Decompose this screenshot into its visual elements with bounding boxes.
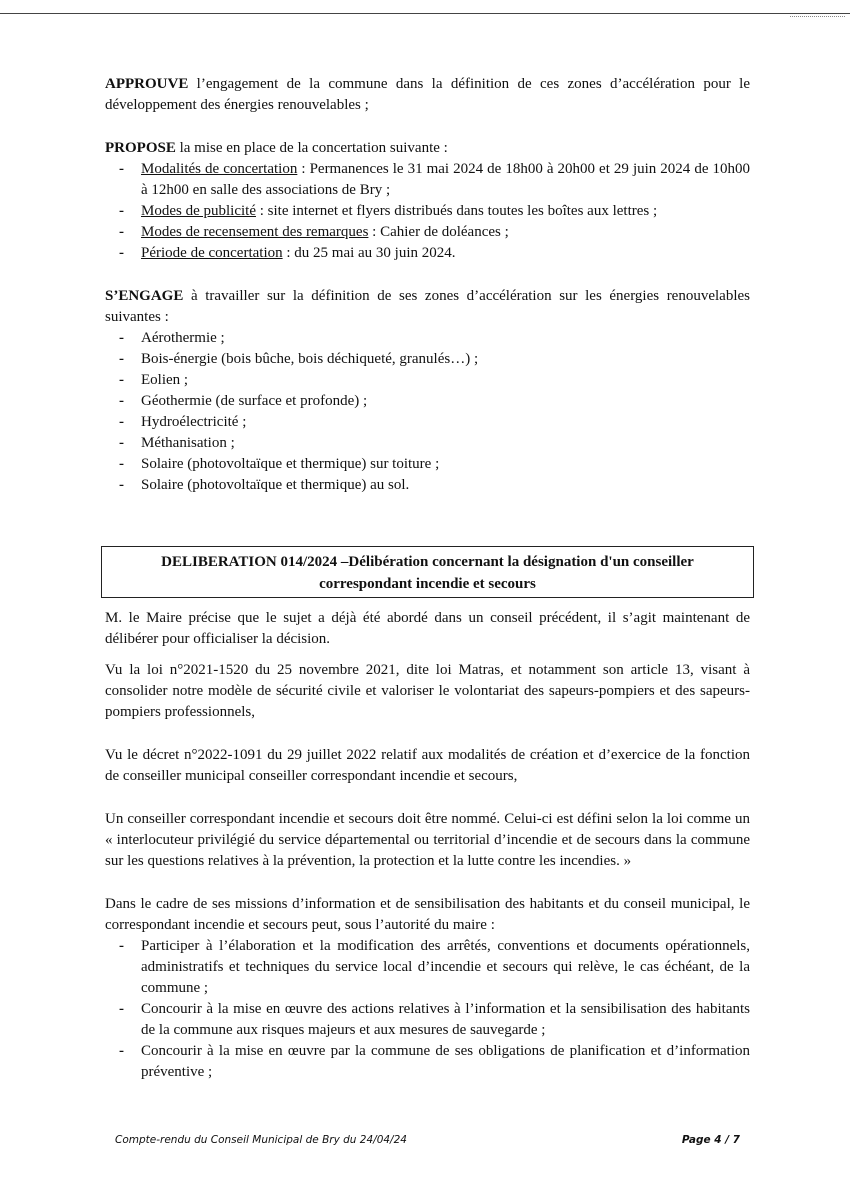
header-rule [0, 13, 850, 14]
deliberation-title-box [101, 546, 754, 598]
list-item: - Solaire (photovoltaïque et thermique) au sol. [105, 475, 750, 496]
propose-text: la mise en place de la concertation suivante : [175, 140, 448, 156]
list-item: - Hydroélectricité ; [105, 412, 750, 433]
item-text: : Permanences le 31 mai 2024 de 18h00 à 20h00 et 29 juin 2024 de 10h00 à 12h00 en salle des associations de Bry ; [141, 161, 751, 198]
item-text: : Cahier de doléances ; [368, 224, 509, 240]
document-body [105, 74, 750, 1083]
header-rule-fragment [790, 16, 845, 17]
list-item: - Participer à l’élaboration et la modification des arrêtés, conventions et documents opérationnels, administratifs et techniques du service local d’incendie et secours qui relève, le cas échéant, de la commune ; [105, 936, 750, 999]
item-label: Modes de publicité [141, 203, 256, 219]
footer-page-number: Page 4 / 7 [681, 1134, 740, 1146]
list-item: - Aérothermie ; [105, 328, 750, 349]
item-text: : site internet et flyers distribués dans toutes les boîtes aux lettres ; [255, 203, 658, 219]
list-item [105, 222, 750, 243]
item-label: Période de concertation [141, 245, 283, 261]
sengage-keyword: S’ENGAGE [105, 288, 184, 304]
list-item: - Concourir à la mise en œuvre des actions relatives à l’information et la sensibilisation des habitants de la commune aux risques majeurs et aux mesures de sauvegarde ; [105, 999, 750, 1041]
propose-keyword: PROPOSE [105, 140, 176, 156]
list-item: - Solaire (photovoltaïque et thermique) sur toiture ; [105, 454, 750, 475]
deliberation-title-line-1: DELIBERATION 014/2024 –Délibération concernant la désignation d'un conseiller [161, 554, 694, 570]
energy-list [105, 328, 750, 496]
footer-document-title: Compte-rendu du Conseil Municipal de Bry du 24/04/24 [115, 1134, 407, 1146]
list-item: - Eolien ; [105, 370, 750, 391]
list-item: - Géothermie (de surface et profonde) ; [105, 391, 750, 412]
deliberation-paragraph: Vu le décret n°2022-1091 du 29 juillet 2022 relatif aux modalités de création et d’exercice de la fonction de conseiller municipal conseiller correspondant incendie et secours, [105, 747, 750, 784]
item-label: Modalités de concertation [141, 161, 298, 177]
deliberation-paragraph: M. le Maire précise que le sujet a déjà été abordé dans un conseil précédent, il s’agit maintenant de délibérer pour officialiser la décision. [105, 610, 750, 647]
list-item [105, 159, 750, 201]
item-label: Modes de recensement des remarques [141, 224, 369, 240]
item-text: : du 25 mai au 30 juin 2024. [282, 245, 456, 261]
list-item: - Bois-énergie (bois bûche, bois déchiqueté, granulés…) ; [105, 349, 750, 370]
list-item [105, 201, 750, 222]
propose-paragraph [105, 138, 750, 159]
approuve-paragraph [105, 74, 750, 116]
deliberation-paragraph: Un conseiller correspondant incendie et secours doit être nommé. Celui-ci est défini selon la loi comme un « interlocuteur privilégié du service départemental ou territorial d’incendie et de secours dans la commune sur les questions relatives à la prévention, la protection et la lutte contre les incendies. » [105, 811, 750, 869]
sengage-text: à travailler sur la définition de ses zones d’accélération sur les énergies renouvelables suivantes : [105, 288, 750, 325]
sengage-paragraph [105, 286, 750, 328]
missions-list [105, 936, 750, 1083]
list-item: - Concourir à la mise en œuvre par la commune de ses obligations de planification et d’information préventive ; [105, 1041, 750, 1083]
list-item: - Méthanisation ; [105, 433, 750, 454]
list-item [105, 243, 750, 264]
approuve-keyword: APPROUVE [105, 76, 189, 92]
approuve-text: l’engagement de la commune dans la définition de ces zones d’accélération pour le développement des énergies renouvelables ; [105, 76, 750, 113]
propose-list [105, 159, 750, 264]
deliberation-paragraph: Vu la loi n°2021-1520 du 25 novembre 2021, dite loi Matras, et notamment son article 13, visant à consolider notre modèle de sécurité civile et valoriser le volontariat des sapeurs-pompiers et des sapeurs-pompiers professionnels, [105, 662, 750, 720]
deliberation-title-line-2: correspondant incendie et secours [319, 576, 536, 592]
deliberation-paragraph: Dans le cadre de ses missions d’information et de sensibilisation des habitants et du conseil municipal, le correspondant incendie et secours peut, sous l’autorité du maire : [105, 896, 750, 933]
